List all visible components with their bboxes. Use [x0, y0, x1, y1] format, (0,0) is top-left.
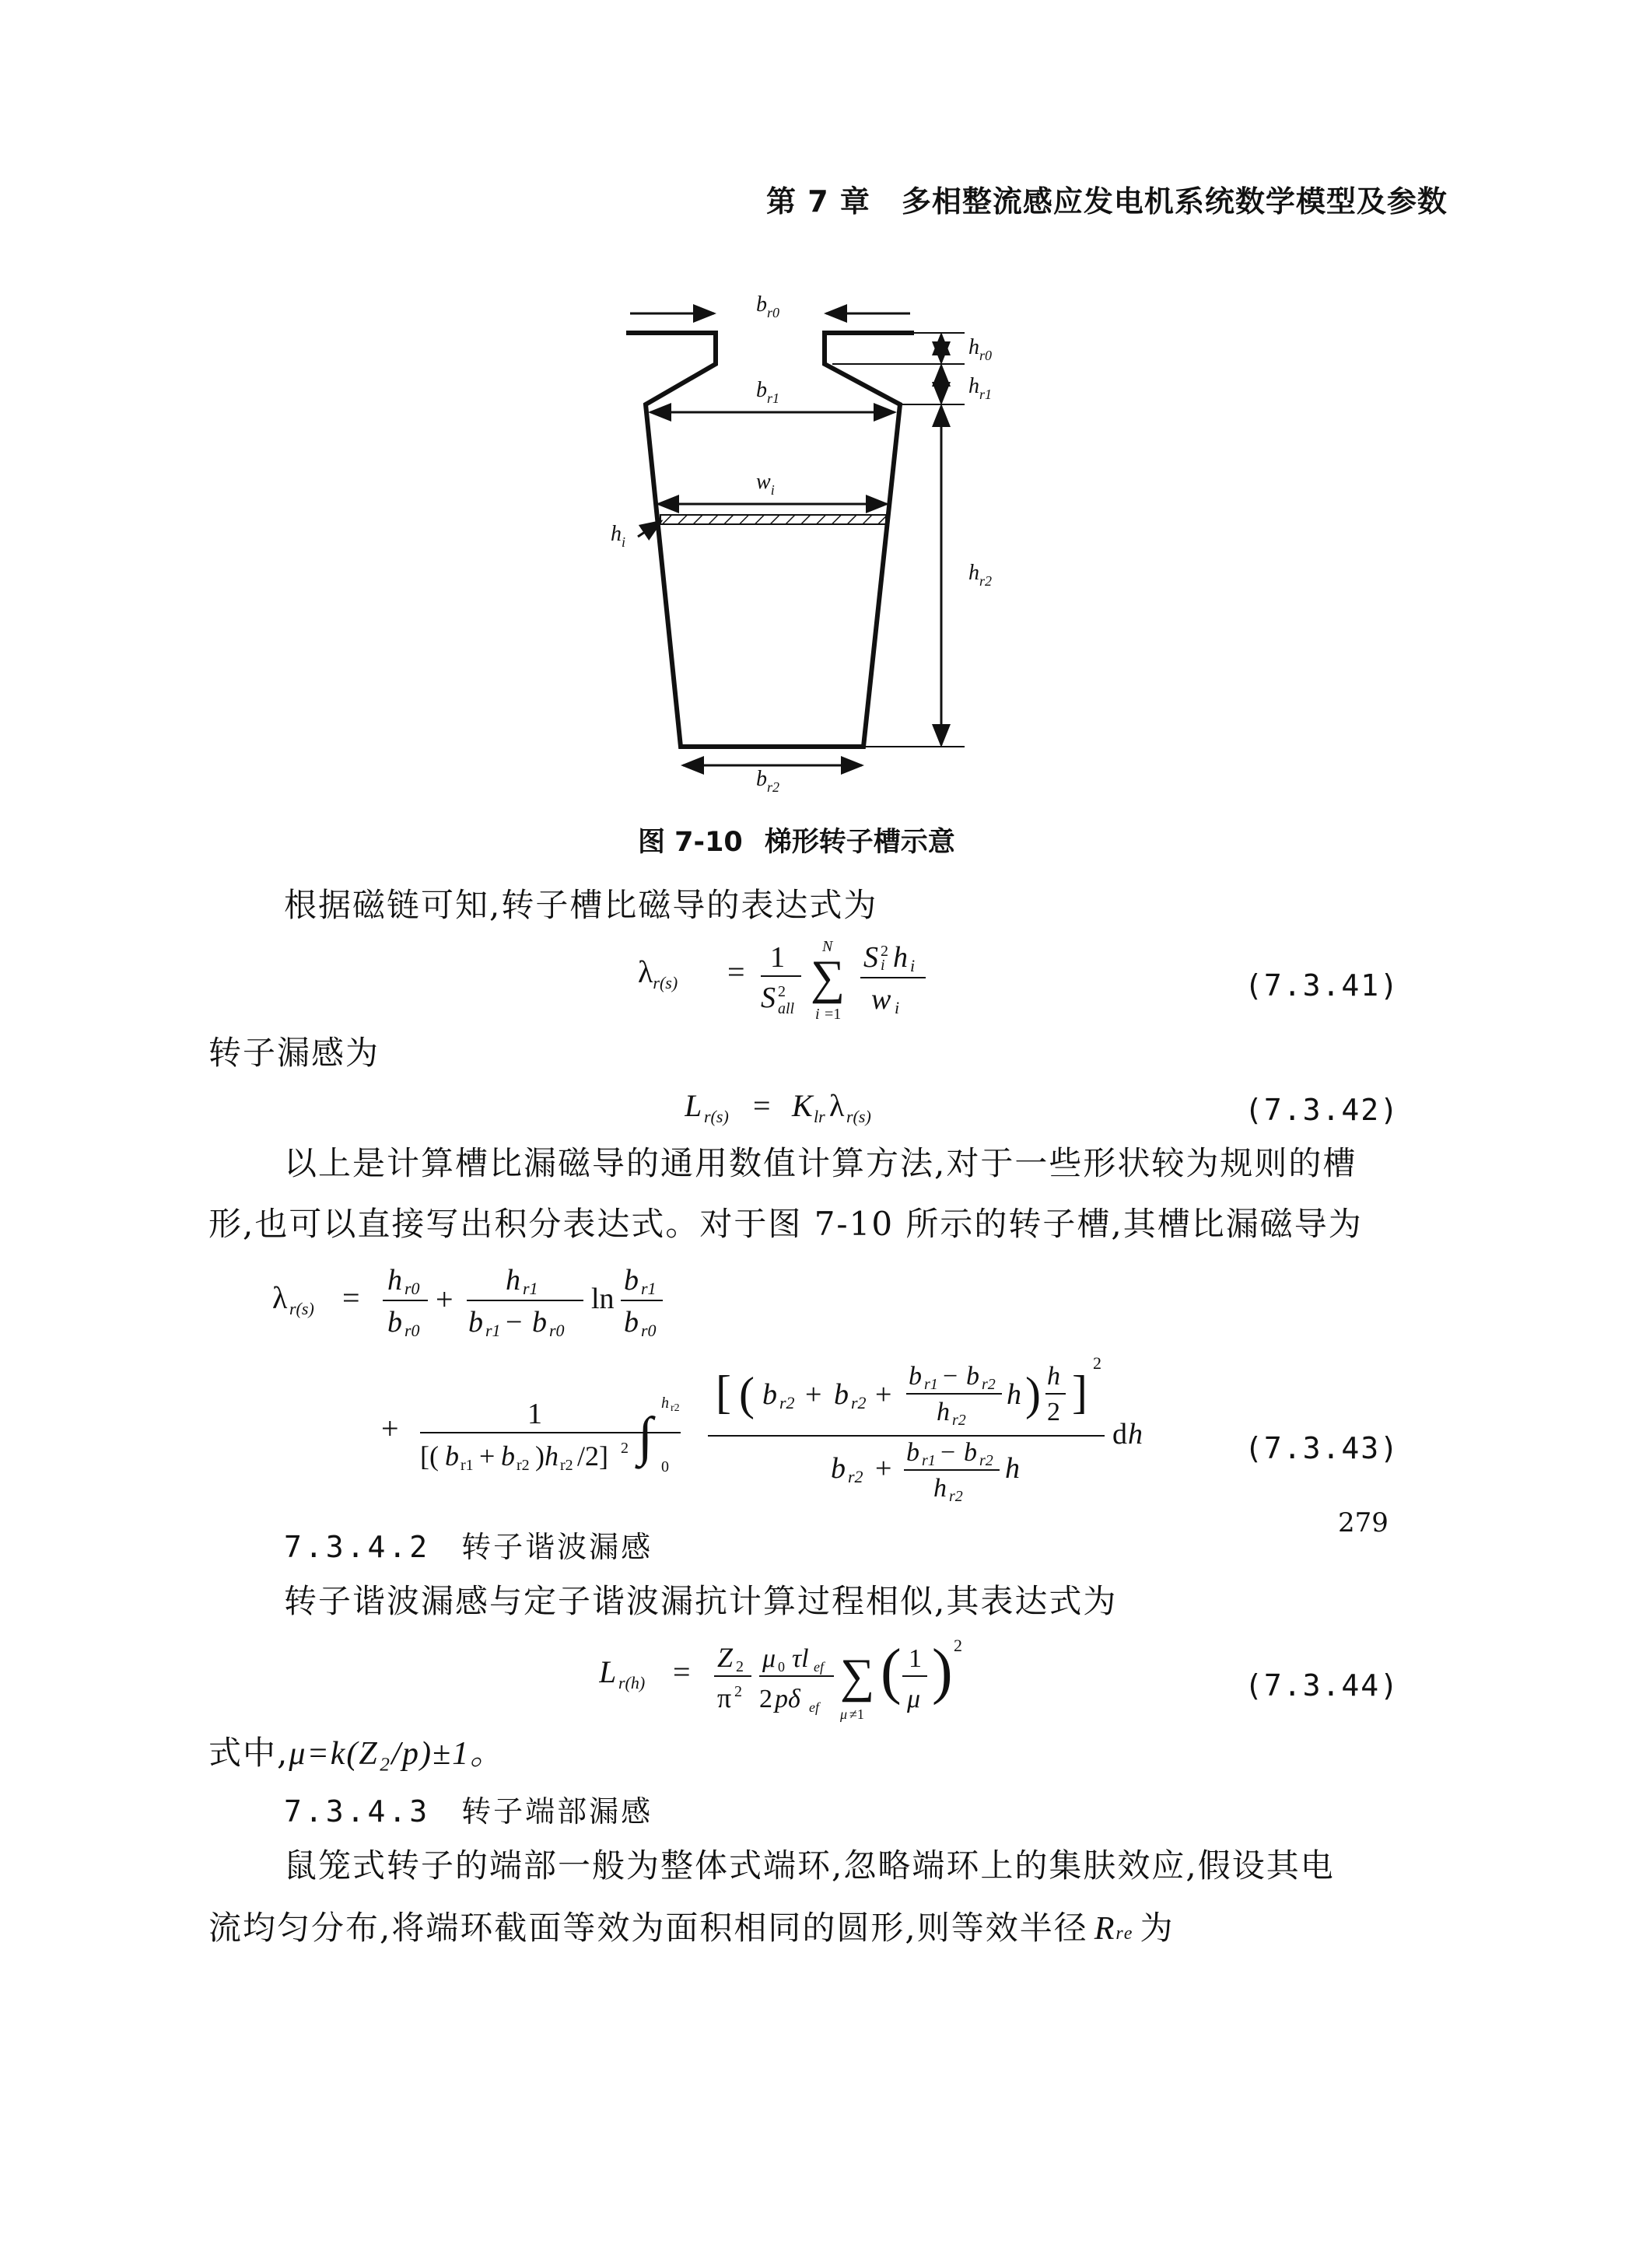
svg-text:): ) — [932, 1637, 953, 1706]
svg-text:S: S — [863, 941, 878, 974]
svg-text:lr: lr — [814, 1107, 825, 1126]
svg-text:b: b — [964, 1438, 977, 1467]
chapter-number: 第 7 章 — [766, 184, 870, 219]
svg-text:h: h — [937, 1398, 950, 1426]
svg-text:r2: r2 — [671, 1402, 680, 1414]
svg-text:r0: r0 — [404, 1321, 420, 1340]
paragraph-5 — [208, 1723, 504, 1784]
section-heading-7-3-4-3 — [284, 1787, 653, 1830]
svg-text:d: d — [1112, 1418, 1127, 1451]
svg-text:[(: [( — [420, 1440, 439, 1472]
svg-text:r(s): r(s) — [289, 1299, 314, 1318]
equation-number-7-3-44: (7.3.44) — [1245, 1668, 1400, 1703]
svg-text:r2: r2 — [848, 1467, 863, 1486]
svg-text:b: b — [532, 1306, 547, 1339]
svg-text:r2: r2 — [979, 1452, 993, 1469]
paragraph-6-line-2 — [208, 1898, 1174, 1964]
svg-text:h: h — [661, 1395, 669, 1412]
svg-text:+: + — [875, 1452, 892, 1485]
equation-number-7-3-43: (7.3.43) — [1245, 1431, 1400, 1465]
svg-text:r1: r1 — [641, 1279, 657, 1298]
svg-text:i: i — [910, 956, 916, 975]
svg-text:2: 2 — [621, 1440, 629, 1457]
svg-text:2: 2 — [881, 943, 888, 960]
svg-text:r2: r2 — [560, 1457, 573, 1474]
svg-text:b: b — [624, 1264, 639, 1297]
svg-text:(: ( — [881, 1637, 902, 1706]
paragraph-5-formula: μ=k(Z₂/p)±1。 — [289, 1736, 505, 1772]
svg-text:+: + — [381, 1411, 399, 1446]
svg-text:2: 2 — [759, 1685, 772, 1713]
svg-text:w: w — [871, 983, 891, 1016]
svg-text:b: b — [501, 1440, 515, 1472]
svg-text:r1: r1 — [924, 1376, 938, 1393]
paragraph-4: 转子谐波漏感与定子谐波漏抗计算过程相似,其表达式为 — [284, 1582, 1118, 1620]
svg-text:r2: r2 — [851, 1393, 867, 1412]
section-number: 7.3.4.2 — [284, 1530, 431, 1564]
equation-7-3-44 — [599, 1629, 1003, 1731]
svg-text:=1: =1 — [825, 1006, 842, 1023]
svg-text:h: h — [893, 941, 908, 974]
symbol-Rre: Rre — [1094, 1911, 1134, 1947]
svg-text:h: h — [1005, 1452, 1020, 1485]
page-number: 279 — [1338, 1507, 1389, 1538]
svg-text:b: b — [468, 1306, 483, 1339]
svg-text:=: = — [342, 1280, 360, 1315]
section-number: 7.3.4.3 — [284, 1794, 431, 1829]
svg-text:r0: r0 — [404, 1279, 420, 1298]
svg-text:+: + — [875, 1378, 892, 1411]
svg-text:r2: r2 — [779, 1393, 795, 1412]
equation-7-3-43 — [272, 1244, 1245, 1509]
equation-number-7-3-41: (7.3.41) — [1245, 968, 1400, 1003]
svg-text:∑: ∑ — [840, 1650, 875, 1703]
svg-text:+: + — [436, 1282, 454, 1317]
label-hr0: $h_{r0}$ — [968, 335, 993, 363]
svg-text:ef: ef — [809, 1699, 819, 1715]
svg-text:pδ: pδ — [775, 1685, 800, 1713]
paragraph-1: 根据磁链可知,转子槽比磁导的表达式为 — [284, 886, 878, 924]
label-br0: $b_{r0}$ — [756, 292, 780, 320]
equation-7-3-41 — [638, 929, 965, 1031]
svg-text:r0: r0 — [641, 1321, 657, 1340]
svg-text:b: b — [834, 1378, 849, 1411]
label-hr2: $h_{r2}$ — [968, 561, 993, 589]
svg-text:r2: r2 — [949, 1488, 963, 1505]
svg-text:L: L — [599, 1654, 617, 1689]
svg-text:b: b — [387, 1306, 402, 1339]
svg-text:μ: μ — [762, 1644, 776, 1673]
svg-text:−: − — [940, 1438, 956, 1467]
svg-text:b: b — [831, 1452, 846, 1485]
svg-text:): ) — [535, 1440, 545, 1472]
svg-text:b: b — [906, 1438, 919, 1467]
svg-text:b: b — [445, 1440, 459, 1472]
svg-text:λ: λ — [829, 1088, 845, 1123]
svg-text:(: ( — [739, 1368, 755, 1419]
svg-text:i: i — [895, 998, 900, 1017]
svg-text:2: 2 — [778, 983, 786, 1000]
svg-text:0: 0 — [661, 1458, 669, 1475]
svg-text:μ: μ — [840, 1706, 848, 1722]
label-br2: $b_{r2}$ — [756, 767, 780, 795]
section-title: 转子谐波漏感 — [461, 1530, 653, 1564]
section-title: 转子端部漏感 — [461, 1794, 653, 1829]
equation-7-3-42 — [685, 1085, 933, 1132]
svg-text:∫: ∫ — [638, 1407, 653, 1467]
svg-text:=: = — [673, 1654, 691, 1689]
svg-text:): ) — [1025, 1368, 1041, 1419]
svg-text:h: h — [506, 1264, 520, 1297]
chapter-title: 多相整流感应发电机系统数学模型及参数 — [901, 184, 1448, 219]
paragraph-6-line-2-prefix: 流均匀分布,将端环截面等效为面积相同的圆形,则等效半径 — [208, 1909, 1088, 1947]
svg-text:τl: τl — [792, 1644, 809, 1673]
label-hi: $h_i$ — [611, 522, 626, 550]
svg-text:λ: λ — [272, 1280, 288, 1315]
svg-text:[: [ — [716, 1367, 731, 1418]
svg-text:−: − — [506, 1306, 523, 1339]
paragraph-3-line-2: 形,也可以直接写出积分表达式。对于图 7-10 所示的转子槽,其槽比漏磁导为 — [208, 1205, 1363, 1243]
svg-text:r(h): r(h) — [618, 1673, 646, 1692]
figure-caption-text: 梯形转子槽示意 — [764, 827, 955, 858]
svg-text:b: b — [624, 1306, 639, 1339]
svg-text:1: 1 — [909, 1644, 922, 1673]
svg-text:r(s): r(s) — [704, 1107, 729, 1126]
svg-text:i: i — [881, 957, 885, 974]
svg-text:h: h — [1047, 1362, 1060, 1391]
svg-text:K: K — [792, 1088, 813, 1123]
svg-text:b: b — [909, 1362, 922, 1391]
svg-text:2: 2 — [736, 1658, 744, 1675]
label-wi: $w_i$ — [756, 470, 775, 498]
svg-text:r1: r1 — [922, 1452, 936, 1469]
svg-text:π: π — [717, 1682, 732, 1713]
running-header — [766, 177, 1448, 220]
svg-text:=: = — [727, 954, 745, 989]
svg-text:b: b — [762, 1378, 777, 1411]
svg-text:+: + — [805, 1378, 822, 1411]
svg-text:μ: μ — [907, 1685, 921, 1713]
svg-text:h: h — [1007, 1378, 1021, 1411]
svg-text:∑: ∑ — [811, 951, 846, 1004]
svg-text:S: S — [761, 982, 776, 1014]
svg-text:≠1: ≠1 — [849, 1706, 864, 1722]
svg-text:2: 2 — [734, 1683, 742, 1700]
svg-text:r2: r2 — [517, 1457, 530, 1474]
svg-text:r0: r0 — [549, 1321, 565, 1340]
svg-text:i: i — [815, 1006, 820, 1023]
paragraph-3-line-1: 以上是计算槽比漏磁导的通用数值计算方法,对于一些形状较为规则的槽 — [284, 1144, 1357, 1182]
svg-text:b: b — [966, 1362, 979, 1391]
svg-text:r2: r2 — [952, 1412, 966, 1429]
svg-text:]: ] — [1072, 1367, 1087, 1418]
svg-text:r1: r1 — [523, 1279, 538, 1298]
hatched-strip — [660, 515, 886, 524]
svg-text:r1: r1 — [485, 1321, 501, 1340]
paragraph-6-line-1: 鼠笼式转子的端部一般为整体式端环,忽略端环上的集肤效应,假设其电 — [284, 1846, 1335, 1885]
svg-text:h: h — [387, 1264, 402, 1297]
svg-text:r1: r1 — [461, 1457, 474, 1474]
svg-text:ln: ln — [591, 1283, 615, 1315]
paragraph-2: 转子漏感为 — [208, 1034, 380, 1072]
svg-text:h: h — [545, 1440, 559, 1472]
svg-text:ef: ef — [814, 1659, 824, 1675]
svg-text:h: h — [933, 1474, 947, 1503]
svg-text:−: − — [943, 1362, 958, 1391]
svg-text:λr(s): $\lambda_{r(s)}$ — [638, 954, 678, 992]
svg-text:=: = — [753, 1088, 771, 1123]
svg-text:1: 1 — [527, 1398, 542, 1430]
label-hr1: $h_{r1}$ — [968, 374, 993, 402]
svg-text:N: N — [822, 938, 833, 955]
label-br1: $b_{r1}$ — [756, 378, 780, 406]
figure-caption — [638, 821, 955, 859]
svg-text:1: 1 — [770, 941, 785, 974]
svg-text:0: 0 — [778, 1659, 785, 1675]
svg-text:2: 2 — [954, 1636, 962, 1655]
svg-text:all: all — [778, 1000, 795, 1017]
svg-text:2: 2 — [1093, 1353, 1101, 1373]
section-heading-7-3-4-2 — [284, 1523, 653, 1566]
paragraph-6-line-2-suffix: 为 — [1140, 1909, 1175, 1947]
svg-text:h: h — [1128, 1418, 1143, 1451]
svg-text:+: + — [479, 1440, 496, 1472]
equation-number-7-3-42: (7.3.42) — [1245, 1093, 1400, 1127]
svg-text:/2]: /2] — [577, 1440, 608, 1472]
paragraph-5-prefix: 式中, — [208, 1734, 289, 1772]
svg-text:2: 2 — [1047, 1398, 1060, 1426]
svg-text:L: L — [685, 1088, 702, 1123]
svg-text:r(s): r(s) — [846, 1107, 871, 1126]
trapezoid-rotor-slot-figure — [607, 288, 1042, 801]
figure-label: 图 7-10 — [638, 827, 743, 858]
svg-text:r2: r2 — [982, 1376, 996, 1393]
svg-text:Z: Z — [717, 1642, 734, 1673]
